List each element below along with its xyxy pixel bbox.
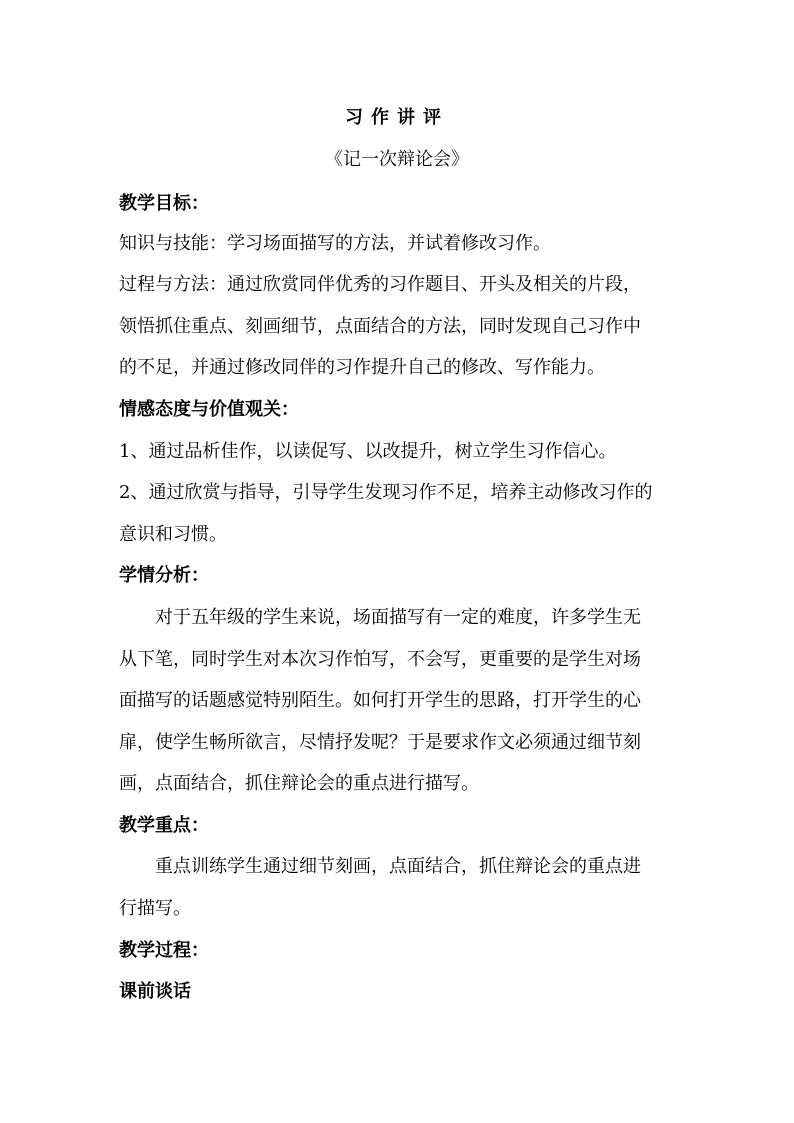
knowledge-line: 知识与技能：学习场面描写的方法，并试着修改习作。 xyxy=(119,233,551,254)
analysis-line: 画，点面结合，抓住辩论会的重点进行描写。 xyxy=(119,773,479,794)
analysis-line: 从下笔，同时学生对本次习作怕写，不会写，更重要的是学生对场 xyxy=(119,649,641,670)
process-heading: 教学过程： xyxy=(119,940,209,961)
emotion-heading: 情感态度与价值观关： xyxy=(119,399,299,420)
focus-line: 重点训练学生通过细节刻画，点面结合，抓住辩论会的重点进 xyxy=(155,856,641,877)
analysis-line: 对于五年级的学生来说，场面描写有一定的难度，许多学生无 xyxy=(155,607,641,628)
analysis-line: 扉，使学生畅所欲言，尽情抒发呢？于是要求作文必须通过细节刻 xyxy=(119,732,641,753)
focus-heading: 教学重点： xyxy=(119,815,209,836)
analysis-heading: 学情分析： xyxy=(119,565,209,586)
analysis-line: 面描写的话题感觉特别陌生。如何打开学生的思路，打开学生的心 xyxy=(119,690,641,711)
document-subtitle: 《记一次辩论会》 xyxy=(325,149,469,170)
process-line: 领悟抓住重点、刻画细节，点面结合的方法，同时发现自己习作中 xyxy=(119,316,641,337)
objectives-heading: 教学目标： xyxy=(119,193,209,214)
process-line: 过程与方法：通过欣赏同伴优秀的习作题目、开头及相关的片段， xyxy=(119,274,641,295)
emotion-item: 1、通过品析佳作，以读促写、以改提升，树立学生习作信心。 xyxy=(119,441,617,462)
emotion-item: 2、通过欣赏与指导，引导学生发现习作不足，培养主动修改习作的 xyxy=(119,482,653,503)
pre-class-heading: 课前谈话 xyxy=(119,981,191,1002)
process-line: 的不足，并通过修改同伴的习作提升自己的修改、写作能力。 xyxy=(119,357,605,378)
focus-line: 行描写。 xyxy=(119,898,191,919)
document-title: 习作讲评 xyxy=(345,107,449,128)
emotion-item: 意识和习惯。 xyxy=(119,524,227,545)
